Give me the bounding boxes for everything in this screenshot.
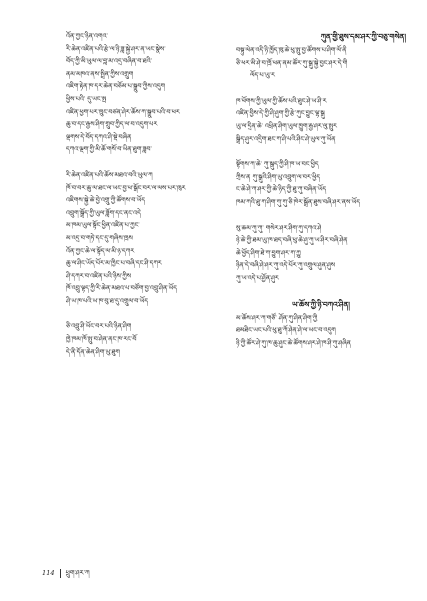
text-line: ཡུ་ལ་དྲིན་ཆེ་ འཕྲིན་ཤིག་ཡུལ་ཁྱུག་རྒྱ་ཤར་ལུ་སྤུར: [236, 121, 338, 130]
running-title: ཕྲུག་ཤར་ཀ: [65, 569, 90, 577]
page-number: 114: [42, 569, 55, 577]
text-line: ནམ་མཁའ་ནས་སྤྲིན་ཀྱིས་འགྲུག: [66, 69, 134, 78]
text-line: མ་ཆོས་ཤར་ཀ་གཙོ་ ཤོན་ཀུ་ཤིན་ཤིག་ཀྱི: [236, 313, 318, 322]
text-line: འབྲུག་སྒྲོད་ཀྱི་ཡུལ་ཟློག་དང་ནང་འདེ: [66, 208, 141, 217]
text-line: ཁམ་ཀའི་ཐུ་ཀ་ཤིག་ཀུ་ཀུ་ཅི་ཁེར་སྒྲོན་ཐུས་བཞི་ཤར་ནས་ཡོད: [236, 197, 361, 206]
text-line: ལྡགས་དེ་བོད་དཀའ་ཤི་སྡེ་བཞིན: [66, 132, 132, 141]
text-line: ང་ཆེ་ཤེ་ཀ་ཤར་ཀྱི་ཆེ་ཉིད་ཀྱི་ཐུ་ཀུ་བཞིན་ཡོད: [236, 185, 327, 194]
text-line: ཆུ་ལ་ཤིང་ཡོད་པོར་མ་ཁྱིང་པ་བཞི་དང་ཤི་དཀར: [66, 259, 162, 268]
text-line: ཁོ་འབྲུ་ལྟད་ཀྱི་རི་ཆེན་མཐའ་པ་བཙོག་བྱ་འབྲུ་ཤིན་ཡོད: [66, 284, 177, 293]
text-line: རི་ཆེན་འཛིན་པའི་ཆོས་མཐའ་བའི་ཡུལ་ཀ: [66, 170, 153, 179]
text-line: ཀྲིས་ན ཀུ་སྒུའི་ཤིག་ཡུ་འབྲུག་ལ་བར་ཕྱིད: [236, 172, 321, 181]
page-footer: [42, 568, 90, 578]
footer-divider: [60, 569, 61, 578]
text-line: མ་འདྲ་བ་གཏེ་དང་དུ་གཞིས་ཁྲས: [66, 233, 133, 242]
text-line: ཆུ་བ་དང་རྒྱས་ཤིག་གྲུབ་ཀྱིད་ལ་བ་འདུག་པར: [66, 120, 158, 129]
text-line: ཉི་ཀྱི་ཚོར་ཤེ་ཀུ་ཁ་ཆུ་ཤུང་ཆེ་ཚོགས་ཤར་ཤེ་ཁ་ཤི་ཀུ་ཤཞིན: [236, 338, 351, 347]
poem-title: ཀུན་གྱི་ཐུས་དམ་ཤར་ཀྱི་བཅུ་གསེན།: [320, 32, 406, 41]
stanza: [236, 95, 406, 145]
text-line: ཁོ་བ་བར་ཆུ་ལ་ཐང་ལ་ཡང་བྱ་ཕ་སྒོང་བར་ལ་ལས་པར་ཁུར: [66, 183, 186, 192]
stanza: [66, 169, 216, 308]
text-line: རི་ཆེན་འཛིན་པའི་རྩེ་ལ་ཉི་ཟླ་སྐྱེ་ཤར་ན་ཡང་སྣེས་: [66, 44, 166, 53]
section-subtitle: ཡ་ཆོས་ཀྱི་ཉི་བཀའ་ཤིན།: [292, 299, 350, 309]
text-line: ཉེ་ཆེ་ཀྱི་ཐམ་ཡུ་ཁ་ཐད་བཞི་ཕུ་ཆེ་ཤུ་ཀུ་ཡ་ཤིར་བཞི་ཤེན: [236, 236, 348, 245]
text-line: དཀའ་ལྡག་ཀྱི་མི་ཆོ་གསོ་བ་ཡིན་ཐུག་ཟླབ་: [66, 145, 152, 154]
stanza: [66, 30, 216, 156]
text-line: འཛིན་བྱིས་དེ་ཀྱི་ཤི་ཤུག་ཀྱི་རྩེ་ཀུང་བྱུང་ལྷ་སྒུ: [236, 109, 325, 118]
text-line: འཛིན་ཕྱག་པར་ཁྲུང་བཙན་ཤེར་ཆོས་ཀ་སྒྲུབ་པའི་བ་ཕར: [66, 107, 180, 116]
stanza: [236, 158, 406, 208]
final-stanza: [236, 312, 406, 350]
left-column: [66, 30, 216, 371]
text-line: བསྟུ་ལེན་འདི་ཉི་ཁྱོད་ཁུ་ཆེ་ཕུ་སྤུ་བྱ་ཚོགས་པ་ཤིག་ལོ་ནི: [236, 46, 347, 54]
text-line: དེ་ནི་དོན་ཆེན་ཤིག་ཡུ་ཐུག: [66, 347, 120, 356]
stanza: [236, 44, 406, 82]
stanza: [236, 222, 406, 285]
text-line: བོད་ཀྱི་མི་ཡུལ་ལ་བླ་མ་འདྲ་བཞིན་བ་ཐའི་: [66, 57, 152, 66]
text-line: སུ་ཆམ་ཀུ་ཀུ་ གསེར་ཤར་ཤིག་ཀུ་དཀའ་ཤེ: [236, 223, 322, 232]
text-line: ཐམཐིང་ཡང་པའི་ཕུ་ཐུ་ཀོ་ཤེན་ཤེ་ལ་ཡང་བ་འདུག: [236, 326, 336, 335]
text-line: ཅི་ཕར་མི་ཤེ་བ་ཁྲོ་ཕན་ནམ་ཚོར་ཀུ་སྒུ་སྐྱེ་བྱང་ཤར་དེ་གི: [236, 58, 348, 67]
right-stanzas: [236, 44, 406, 285]
text-line: འཇིག་རྟེན་ཁ་དར་ཆེན་བཅོམ་པ་སྒྲུབ་ཀྱིས་འདུག: [66, 82, 166, 91]
stanza: [66, 320, 216, 358]
text-line: འཇིགས་སྐྱེ་ཆེ་བྱེ་འགྲུ་ཀྱི་ཚོགས་བ་ཡོད: [66, 196, 146, 205]
text-line: འོན་ཀྱང་ཆེ་ལ་སྟོད་ལ་མི་ཉ་དཀར: [66, 246, 135, 255]
text-line: ཤི་ཡ་ཁ་པའི་ཡ་ཁ་བུ་ཐ་དུ་འགྲུལ་བ་ཡོད: [66, 296, 149, 305]
right-column: [236, 30, 406, 349]
text-line: སྒྲིད་ཤུར་འདྲིག་ཐང་ཀ་ཤི་པའི་ཤིང་ཤེ་ཡུལ་ཀུ་ཡོན: [236, 134, 336, 143]
text-line: ཁ་ཕོགས་ཀྱི་ཡུལ་ཀྱི་ཆོས་པའི་ཐུང་ཤེ་ཡ་ཤི་ར: [236, 96, 327, 105]
text-line: ཅི་འབྲུ་ཤི་ཡོང་བར་པའི་ཉིན་ཤིག: [66, 322, 132, 331]
text-line: ཀུ་ཡ་འདེ་པ་ཤྱོན་ཤུར: [236, 273, 279, 282]
text-line: ཆེ་ཕྱོད་ཤིག་ཐེ་ཀ་བྱུག་ཤར་ཀ་ཀྱུ: [236, 248, 301, 257]
text-line: ཤི་དཀར་བ་འཛིན་པའི་ཉིས་ཀྱིས: [66, 271, 132, 280]
text-line: སྟོགས་ཀ་ཆེ་ ཀུ་སྒུད་ཀྱི་ཤི་ཁ་ཡ་བང་ཕྱིད: [236, 160, 319, 169]
text-line: ཁྱེ་ཁམ་ཁོ་སྤུ་བ་ཤེན་ནང་ཁ་རང་བོ: [66, 335, 137, 344]
text-line: འོན་ཀྱང་ཉིན་འགའ་: [66, 32, 108, 40]
text-line: ལོད་པ་ཡུ་ར: [250, 71, 275, 80]
text-line: མ་ཁམ་ཡུལ་སྟོང་ཕྱིན་འཛིན་པ་ཀྱང་: [66, 221, 140, 230]
text-line: ཉིན་དེ་བཞི་ཤེ་ཤར་ཀུ་འདེ་པོར་ཀུ་འགྲུལ་ཤུན་ཤུས: [236, 261, 336, 270]
text-line: ཕྱིས་པའི་ དུ་ཡང་སྤ: [66, 94, 107, 103]
